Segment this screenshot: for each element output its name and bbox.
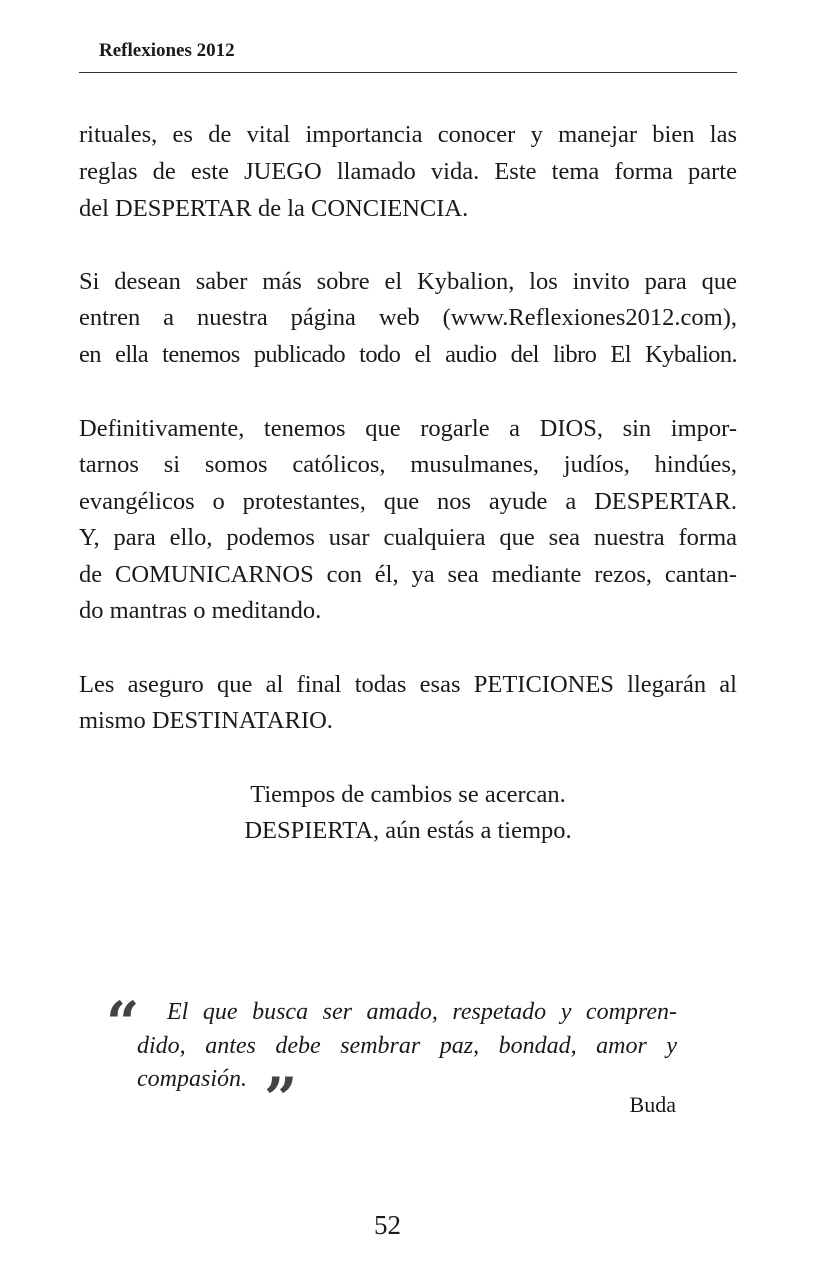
text-line: evangélicos o protestantes, que nos ayude a DESPERTAR. [79, 488, 737, 515]
text-line: Tiempos de cambios se acercan. [250, 781, 566, 808]
text-line: entren a nuestra página web (www.Reflexiones2012.com), [79, 304, 737, 331]
header-rule [79, 72, 737, 73]
text-line: tarnos si somos católicos, musulmanes, judíos, hindúes, [79, 451, 737, 478]
text-line: mismo DESTINATARIO. [79, 707, 333, 734]
quote-line: dido, antes debe sembrar paz, bondad, amor y [137, 1033, 677, 1059]
page-number: 52 [374, 1210, 401, 1240]
quote-line: compasión. [137, 1066, 247, 1092]
text-line: Definitivamente, tenemos que rogarle a DIOS, sin impor- [79, 415, 737, 442]
quote-author: Buda [629, 1092, 676, 1117]
text-line: en ella tenemos publicado todo el audio del libro El Kybalion. [79, 341, 737, 368]
close-quote-mark: ” [264, 1065, 298, 1133]
text-line: do mantras o meditando. [79, 597, 322, 624]
text-line: rituales, es de vital importancia conocer y manejar bien las [79, 121, 737, 148]
open-quote-mark: “ [106, 989, 140, 1057]
text-line: del DESPERTAR de la CONCIENCIA. [79, 195, 469, 222]
text-line: Y, para ello, podemos usar cualquiera que sea nuestra forma [79, 524, 737, 551]
text-line: reglas de este JUEGO llamado vida. Este tema forma parte [79, 158, 737, 185]
text-line: de COMUNICARNOS con él, ya sea mediante rezos, cantan- [79, 561, 737, 588]
running-header: Reflexiones 2012 [99, 40, 235, 61]
quote-line: El que busca ser amado, respetado y compren- [167, 999, 677, 1025]
text-line: Les aseguro que al final todas esas PETICIONES llegarán al [79, 671, 737, 698]
text-line: Si desean saber más sobre el Kybalion, los invito para que [79, 268, 737, 295]
text-line: DESPIERTA, aún estás a tiempo. [244, 817, 572, 844]
